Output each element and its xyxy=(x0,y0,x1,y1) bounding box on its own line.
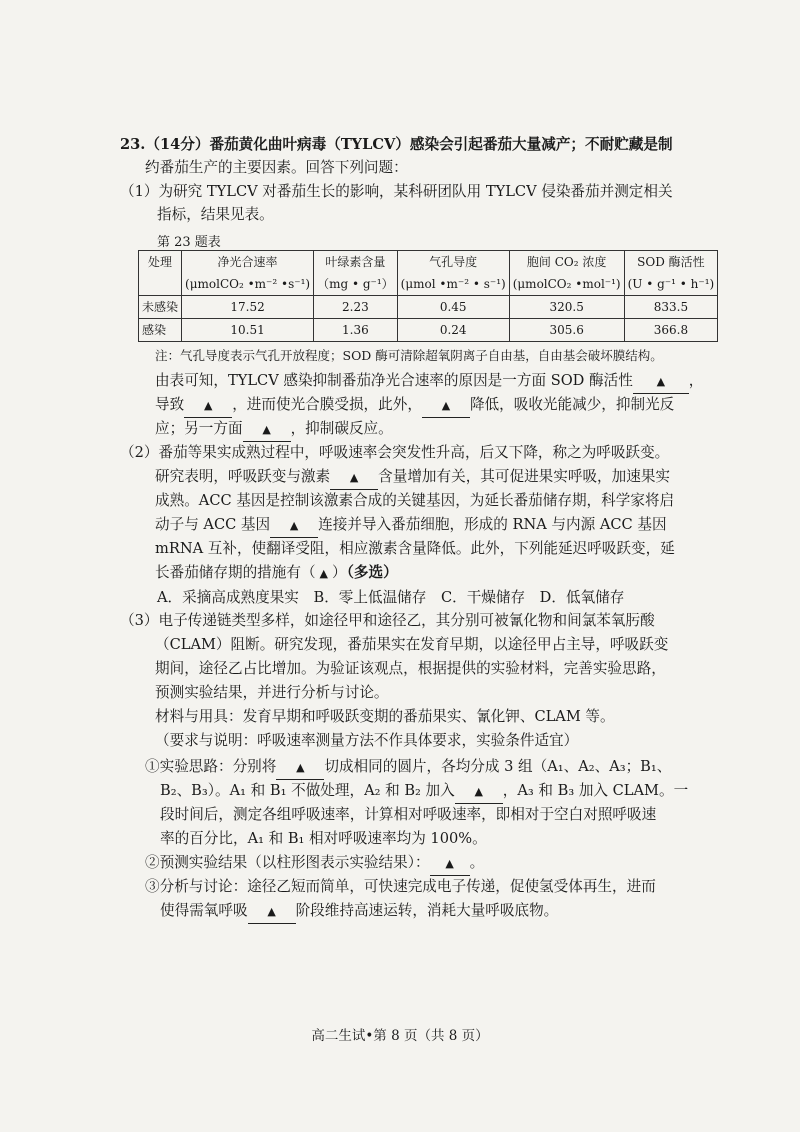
results-table xyxy=(138,250,718,342)
part1-line-1: （1）为研究 TYLCV 对番茄生长的影响，某科研团队用 TYLCV 侵染番茄并测定相关 xyxy=(120,183,673,200)
table-header-row xyxy=(139,251,718,274)
unit-cell: （mg • g⁻¹） xyxy=(314,273,398,296)
header-cell: SOD 酶活性 xyxy=(624,251,718,274)
step1-line-1: ①实验思路：分别将 ▲ 切成相同的圆片，各均分成 3 组（A₁、A₂、A₃；B₁、 xyxy=(145,756,725,780)
table-cell: 0.24 xyxy=(397,319,509,342)
unit-cell: (μmolCO₂ •m⁻² •s⁻¹) xyxy=(182,273,314,296)
step3-line-1: ③分析与讨论：途径乙短而简单，可快速完成电子传递，促使氢受体再生，进而 xyxy=(145,878,656,895)
answer-blank[interactable]: ▲ xyxy=(633,370,689,394)
unit-cell xyxy=(139,273,182,296)
unit-cell: (μmolCO₂ •mol⁻¹) xyxy=(509,273,624,296)
part3-materials: 材料与用具：发育早期和呼吸跃变期的番茄果实、氰化钾、CLAM 等。 xyxy=(155,708,615,725)
header-cell: 处理 xyxy=(139,251,182,274)
part2-options: A．采摘高成熟度果实 B．零上低温储存 C．干燥储存 D．低氧储存 xyxy=(157,589,625,606)
header-cell: 净光合速率 xyxy=(182,251,314,274)
part2-line-1: （2）番茄等果实成熟过程中，呼吸速率会突发性升高，后又下降，称之为呼吸跃变。 xyxy=(120,444,670,461)
unit-cell: (μmol •m⁻² • s⁻¹) xyxy=(397,273,509,296)
part3-line-2: （CLAM）阻断。研究发现，番茄果实在发育早期，以途径甲占主导，呼吸跃变 xyxy=(155,636,669,653)
unit-cell: (U • g⁻¹ • h⁻¹) xyxy=(624,273,718,296)
table-cell: 10.51 xyxy=(182,319,314,342)
part2-line-6: 长番茄储存期的措施有（ ▲ ）（多选） xyxy=(155,564,398,581)
answer-blank[interactable]: ▲ xyxy=(248,900,296,924)
table-unit-row xyxy=(139,273,718,296)
part2-line-5: mRNA 互补，使翻译受阻，相应激素含量降低。此外，下列能延迟呼吸跃变，延 xyxy=(155,540,675,557)
answer-blank[interactable]: ▲ xyxy=(270,514,318,538)
header-cell: 叶绿素含量 xyxy=(314,251,398,274)
answer-blank[interactable]: ▲ xyxy=(184,394,232,418)
page-footer: 高二生试•第 8 页（共 8 页） xyxy=(311,1028,489,1044)
part3-line-1: （3）电子传递链类型多样，如途径甲和途径乙，其分别可被氰化物和间氯苯氧肟酸 xyxy=(120,612,655,629)
table-cell: 1.36 xyxy=(314,319,398,342)
part2-line-2: 研究表明，呼吸跃变与激素 ▲ 含量增加有关，其可促进果实呼吸，加速果实 xyxy=(155,466,735,490)
step1-line-4: 率的百分比，A₁ 和 B₁ 相对呼吸速率均为 100%。 xyxy=(160,830,487,847)
table-cell: 833.5 xyxy=(624,296,718,319)
part2-line-4: 动子与 ACC 基因 ▲ 连接并导入番茄细胞，形成的 RNA 与内源 ACC 基因 xyxy=(155,514,735,538)
table-note: 注：气孔导度表示气孔开放程度；SOD 酶可清除超氧阴离子自由基，自由基会破坏膜结构。 xyxy=(155,348,663,363)
step3-line-2: 使得需氧呼吸 ▲ 阶段维持高速运转，消耗大量呼吸底物。 xyxy=(160,900,740,924)
answer-blank[interactable]: ▲ xyxy=(422,394,470,418)
analysis-line-3: 应；另一方面 ▲ ，抑制碳反应。 xyxy=(155,418,735,442)
step1-line-2: B₂、B₃）。A₁ 和 B₁ 不做处理，A₂ 和 B₂ 加入 ▲ ，A₃ 和 B₃ 加入 CLAM。一 xyxy=(160,780,740,804)
table-cell: 17.52 xyxy=(182,296,314,319)
table-cell: 366.8 xyxy=(624,319,718,342)
answer-blank[interactable]: ▲ xyxy=(276,756,324,780)
question-intro-line-1: 23.（14分）番茄黄化曲叶病毒（TYLCV）感染会引起番茄大量减产；不耐贮藏是制 xyxy=(120,136,673,153)
part1-line-2: 指标，结果见表。 xyxy=(157,206,274,223)
step1-line-3: 段时间后，测定各组呼吸速率，计算相对呼吸速率，即相对于空白对照呼吸速 xyxy=(160,806,657,823)
row-label: 感染 xyxy=(139,319,182,342)
part3-line-4: 预测实验结果，并进行分析与讨论。 xyxy=(155,684,389,701)
answer-blank[interactable]: ▲ xyxy=(330,466,378,490)
step2-line: ②预测实验结果（以柱形图表示实验结果）： ▲ 。 xyxy=(145,852,725,876)
row-label: 未感染 xyxy=(139,296,182,319)
answer-blank[interactable]: ▲ xyxy=(243,418,291,442)
answer-blank[interactable]: ▲ xyxy=(455,780,503,804)
question-intro-line-2: 约番茄生产的主要因素。回答下列问题： xyxy=(145,159,408,176)
table-cell: 0.45 xyxy=(397,296,509,319)
analysis-line-2: 导致 ▲ ，进而使光合膜受损，此外， ▲ 降低，吸收光能减少，抑制光反 xyxy=(155,394,735,418)
part3-line-3: 期间，途径乙占比增加。为验证该观点，根据提供的实验材料，完善实验思路， xyxy=(155,660,666,677)
table-label: 第 23 题表 xyxy=(157,235,221,250)
part2-line-3: 成熟。ACC 基因是控制该激素合成的关键基因，为延长番茄储存期，科学家将启 xyxy=(155,492,675,509)
header-cell: 胞间 CO₂ 浓度 xyxy=(509,251,624,274)
table-cell: 320.5 xyxy=(509,296,624,319)
part3-requirements: （要求与说明：呼吸速率测量方法不作具体要求，实验条件适宜） xyxy=(155,732,579,749)
answer-blank[interactable]: ▲ xyxy=(319,567,329,580)
answer-blank[interactable]: ▲ xyxy=(430,852,470,876)
table-row xyxy=(139,319,718,342)
table-cell: 305.6 xyxy=(509,319,624,342)
analysis-line-1: 由表可知，TYLCV 感染抑制番茄净光合速率的原因是一方面 SOD 酶活性 ▲ ， xyxy=(155,370,735,394)
header-cell: 气孔导度 xyxy=(397,251,509,274)
question-number: 23. xyxy=(120,136,146,153)
table-row xyxy=(139,296,718,319)
table-cell: 2.23 xyxy=(314,296,398,319)
